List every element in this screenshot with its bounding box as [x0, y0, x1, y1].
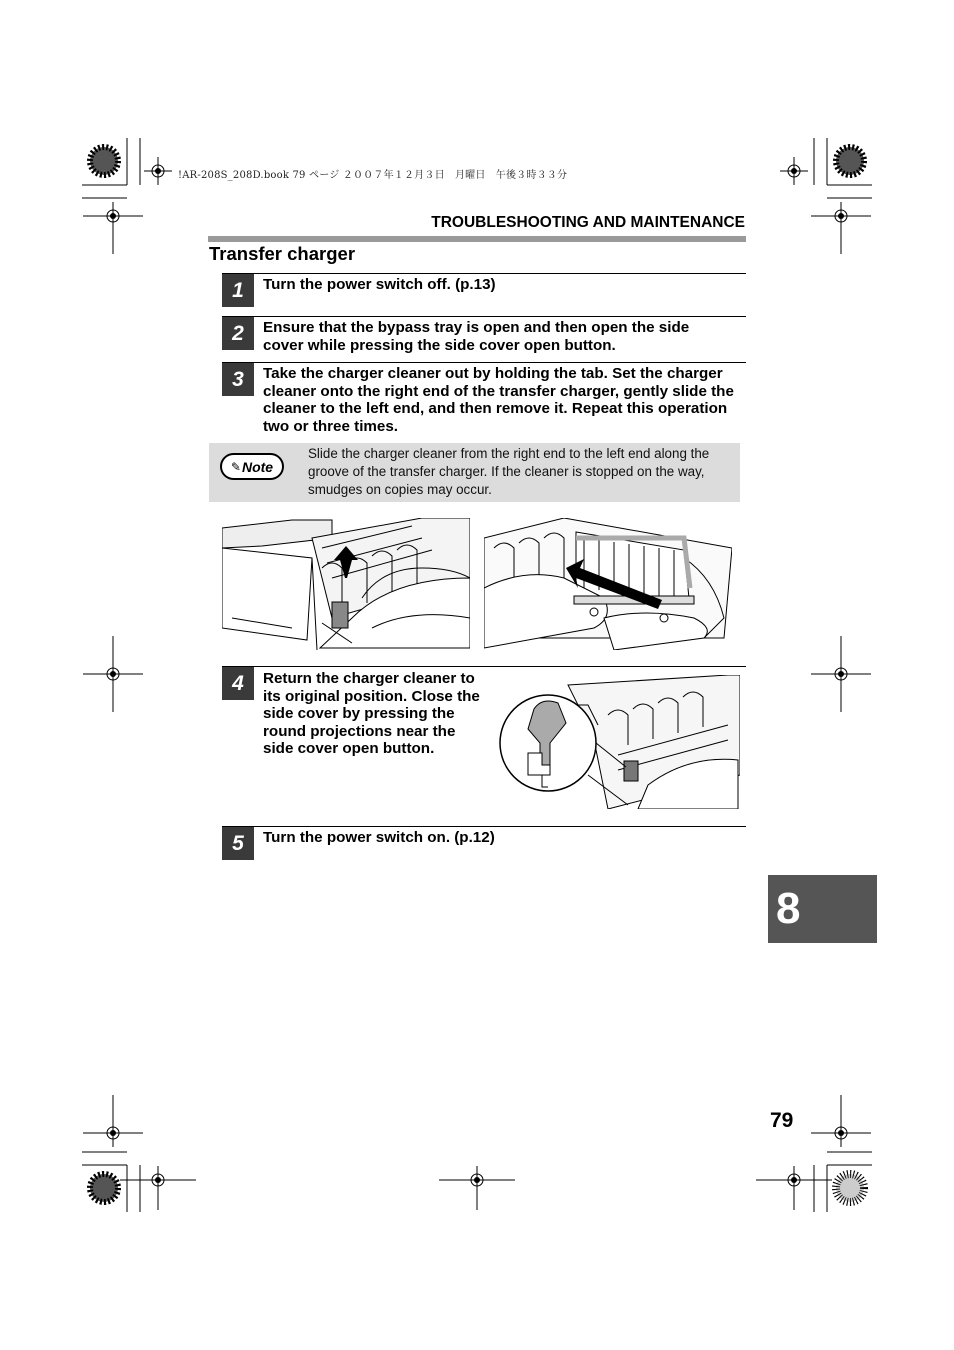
- illustration-slide-cleaner: [484, 518, 732, 650]
- step-number-2: 2: [222, 317, 254, 350]
- step-number-5: 5: [222, 827, 254, 860]
- page-title: Transfer charger: [209, 243, 356, 264]
- step-text-3: Take the charger cleaner out by holding the tab. Set the charger cleaner onto the right end of the transfer charger, gently slide the cleaner to the left end, and then remove it. Repeat this operation two or three times.: [263, 365, 734, 435]
- step-number-4: 4: [222, 667, 254, 700]
- step-rule: [222, 826, 746, 827]
- step-rule: [222, 362, 746, 363]
- step-number-1: 1: [222, 274, 254, 307]
- step-rule: [222, 316, 746, 317]
- header-bar: [208, 236, 746, 242]
- step-text-2: Ensure that the bypass tray is open and then open the side cover while pressing the side cover open button.: [263, 319, 690, 354]
- step-rule: [222, 273, 746, 274]
- note-box: [209, 443, 740, 502]
- illustration-remove-cleaner: [222, 518, 470, 650]
- file-info: !AR-208S_208D.book 79 ページ ２００７年１２月３日 月曜日 午後３時３３分: [178, 170, 568, 181]
- step-text-4: Return the charger cleaner to its original position. Close the side cover by pressing the round projections near the side cover open button.: [263, 670, 480, 758]
- page-number: 79: [770, 1109, 794, 1132]
- step-rule: [222, 666, 746, 667]
- step-text-1: Turn the power switch off. (p.13): [263, 276, 496, 293]
- step-text-5: Turn the power switch on. (p.12): [263, 829, 495, 846]
- note-label: Note: [241, 458, 274, 475]
- note-badge: [220, 453, 284, 480]
- chapter-tab: 8: [768, 875, 877, 943]
- note-text: Slide the charger cleaner from the right end to the left end along the groove of the transfer charger. If the cleaner is stopped on the way, smudges on copies may occur.: [308, 446, 710, 497]
- illustration-return-cleaner: [498, 675, 740, 809]
- step-number-3: 3: [222, 363, 254, 396]
- section-header: TROUBLESHOOTING AND MAINTENANCE: [431, 214, 745, 231]
- note-pencil-icon: ✎: [230, 459, 241, 474]
